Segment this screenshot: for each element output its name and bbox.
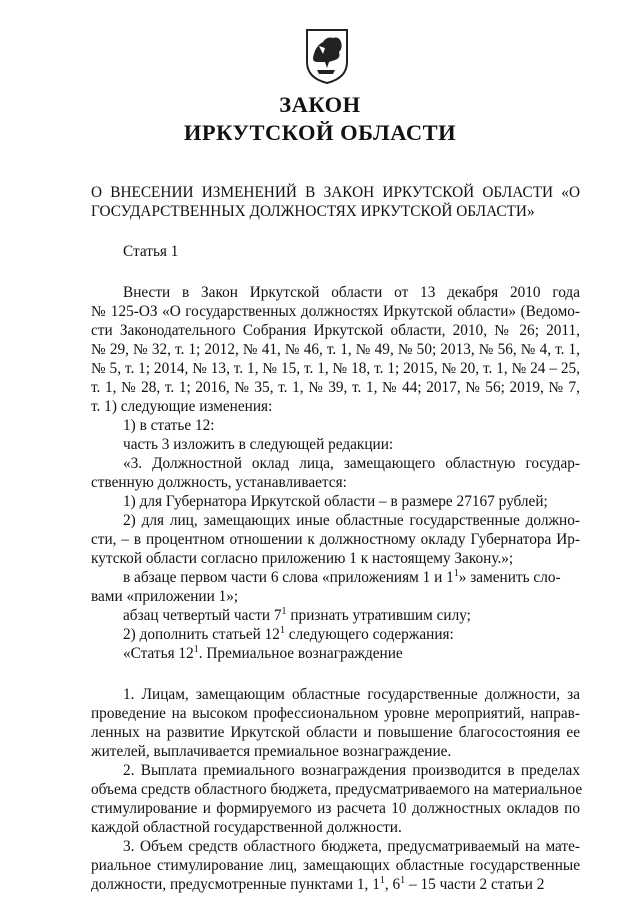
region-title: ИРКУТСКОЙ ОБЛАСТИ	[183, 120, 457, 145]
text-fragment: в абзаце первом части 6 слова «приложениям 1 и $1^1$» заменить сло-	[123, 567, 561, 586]
text-line: № 5, т. 1; 2014, № 13, т. 1, № 15, т. 1, № 18, т. 1; 2015, № 20, т. 1, № 24 – 25,	[91, 360, 580, 377]
text-line: стимулирование и формируемого из расчета 10 должностных окладов по	[91, 800, 580, 817]
text-line: сти, – в процентном отношении к должностному окладу Губернатора Ир-	[91, 531, 580, 548]
heading-line: О ВНЕСЕНИИ ИЗМЕНЕНИЙ В ЗАКОН ИРКУТСКОЙ ОБЛАСТИ «О	[91, 184, 580, 201]
text-fragment: должности, предусмотренные пунктами 1, $1^1$, $6^1 - 15$ части 2 статьи 2	[91, 874, 545, 893]
text-line: 3. Объем средств областного бюджета, предусматриваемый на мате-	[123, 838, 580, 855]
heading-line: ГОСУДАРСТВЕННЫХ ДОЛЖНОСТЯХ ИРКУТСКОЙ ОБЛАСТИ»	[91, 203, 535, 220]
text-line: риальное стимулирование лиц, замещающих областные государственные	[91, 857, 580, 874]
article-heading: Статья 1	[123, 243, 179, 260]
superscript: 1	[400, 874, 406, 886]
coat-of-arms-icon	[305, 28, 349, 84]
superscript: 1	[453, 567, 459, 579]
text-line	[91, 875, 580, 894]
text-line: т. 1) следующие изменения:	[91, 398, 273, 415]
text-line: вами «приложении 1»;	[91, 588, 239, 605]
text-line: часть 3 изложить в следующей редакции:	[123, 436, 394, 453]
superscript: 1	[279, 624, 285, 636]
superscript: 1	[379, 874, 385, 886]
text-line: Внести в Закон Иркутской области от 13 декабря 2010 года	[123, 284, 580, 301]
text-line: № 125-ОЗ «О государственных должностях Иркутской области» (Ведомо-	[91, 303, 580, 320]
text-line: 2) для лиц, замещающих иные областные государственные должно-	[123, 512, 580, 529]
text-line: т. 1, № 28, т. 1; 2016, № 35, т. 1, № 39, т. 1, № 44; 2017, № 56; 2019, № 7,	[91, 379, 580, 396]
law-title: ЗАКОН	[279, 92, 361, 117]
text-line: абзац четвертый части $7^1$ признать утратившим силу;	[123, 605, 471, 624]
superscript: 1	[193, 643, 199, 655]
text-line: 1. Лицам, замещающим областные государственные должности, за	[123, 686, 580, 703]
text-line: ленных на развитие Иркутской области и повышение благосостояния ее	[91, 724, 580, 741]
text-line: «Статья $12^1$. Премиальное вознаграждение	[123, 643, 403, 662]
text-line	[123, 568, 580, 587]
text-line: объема средств областного бюджета, предусматриваемого на материальное	[91, 781, 583, 798]
superscript: 1	[281, 605, 287, 617]
text-line: 1) в статье 12:	[123, 417, 215, 434]
text-line: 2. Выплата премиального вознаграждения производится в пределах	[123, 762, 580, 779]
text-line: 1) для Губернатора Иркутской области – в размере 27167 рублей;	[123, 493, 548, 510]
text-line: № 29, № 32, т. 1; 2012, № 41, № 46, т. 1, № 49, № 50; 2013, № 56, № 4, т. 1,	[91, 341, 580, 358]
text-line: сти Законодательного Собрания Иркутской области, 2010, № 26; 2011,	[91, 322, 580, 339]
text-line: жителей, выплачивается премиальное вознаграждение.	[91, 743, 452, 760]
text-line: кутской области согласно приложению 1 к настоящему Закону.»;	[91, 550, 514, 567]
text-line: «3. Должностной оклад лица, замещающего областную государ-	[123, 455, 580, 472]
text-line: каждой областной государственной должности.	[91, 819, 402, 836]
text-line: ственную должность, устанавливается:	[91, 474, 347, 491]
text-line: проведение на высоком профессиональном уровне мероприятий, направ-	[91, 705, 580, 722]
text-line: 2) дополнить статьей $12^1$ следующего содержания:	[123, 624, 454, 643]
